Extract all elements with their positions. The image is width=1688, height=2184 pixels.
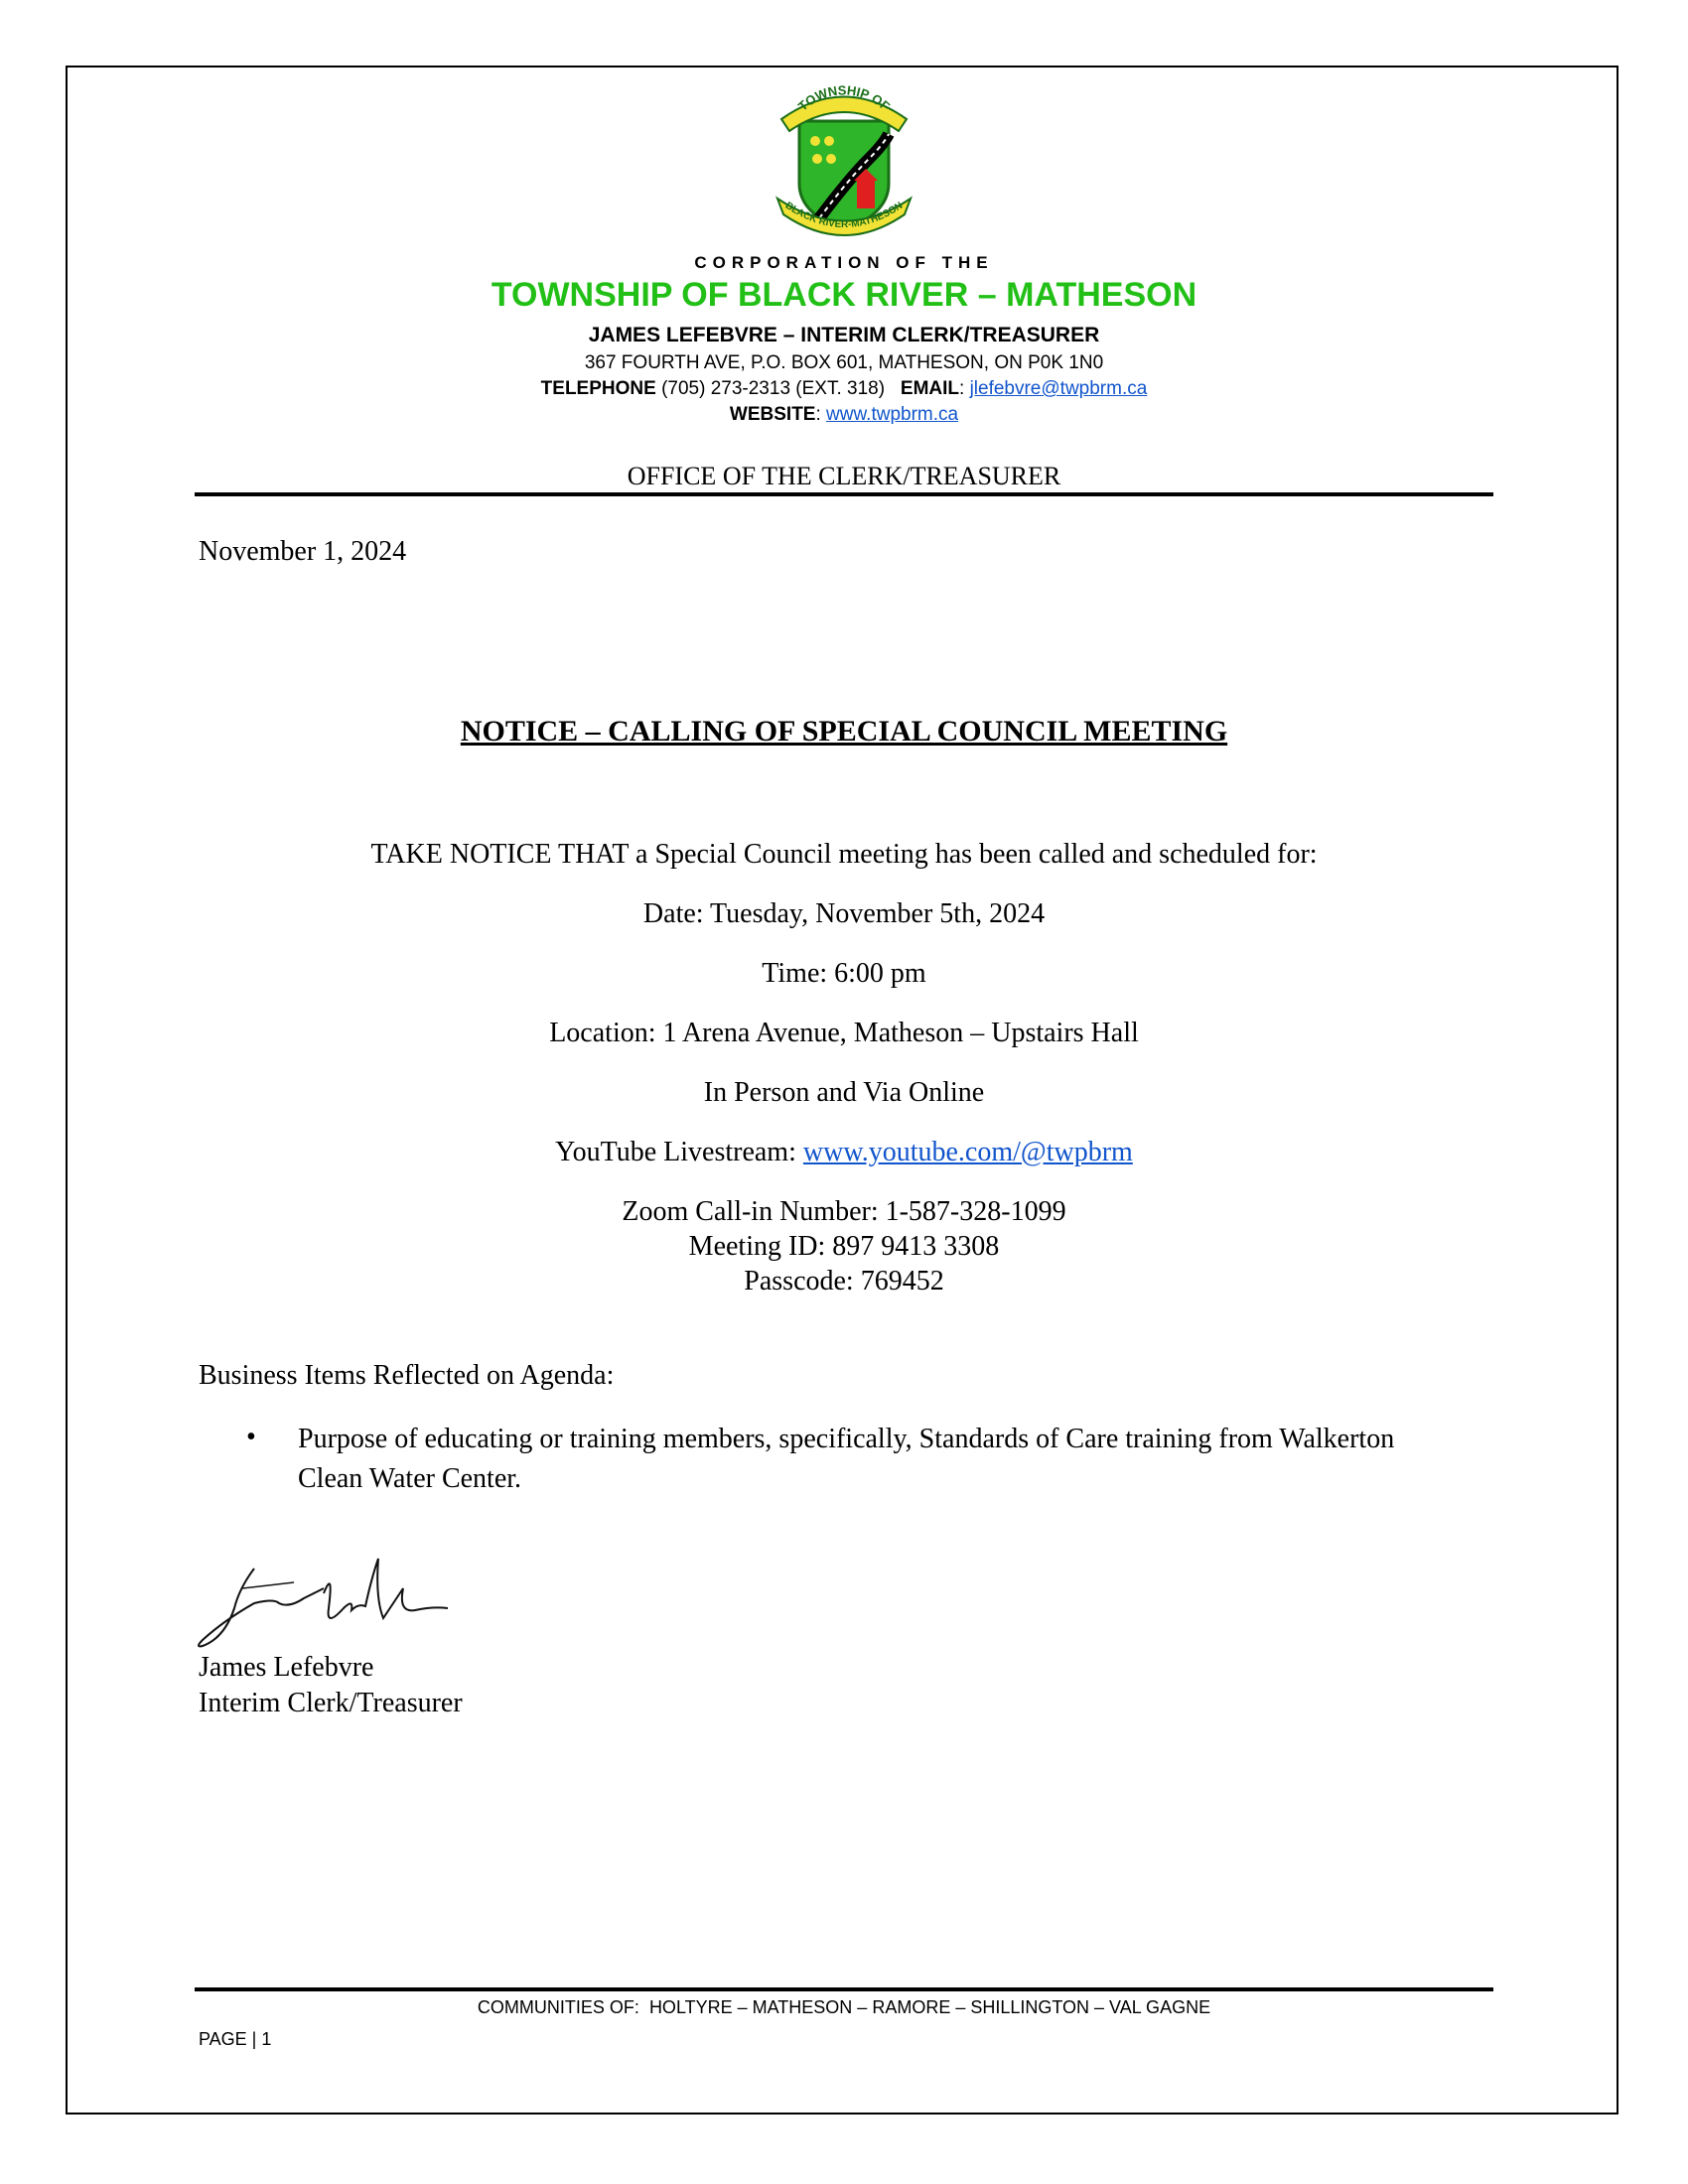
email-link[interactable]: jlefebvre@twpbrm.ca bbox=[969, 378, 1148, 399]
meeting-date: Date: Tuesday, November 5th, 2024 bbox=[642, 898, 1046, 929]
notice-title-text: NOTICE – CALLING OF SPECIAL COUNCIL MEETING bbox=[460, 715, 1228, 748]
youtube-link[interactable]: www.youtube.com/@twpbrm bbox=[802, 1137, 1133, 1167]
corporation-label: CORPORATION OF THE bbox=[694, 253, 994, 272]
township-name: TOWNSHIP OF BLACK RIVER – MATHESON bbox=[491, 276, 1197, 314]
crest-bottom-text: BLACK RIVER-MATHESON bbox=[782, 200, 906, 231]
bullet-icon: • bbox=[246, 1422, 256, 1452]
signature-block bbox=[199, 1650, 463, 1721]
clerk-line: JAMES LEFEBVRE – INTERIM CLERK/TREASURER bbox=[588, 324, 1100, 346]
township-crest-logo bbox=[760, 79, 928, 248]
office-label: OFFICE OF THE CLERK/TREASURER bbox=[627, 462, 1061, 490]
letter-date: November 1, 2024 bbox=[199, 536, 407, 567]
meeting-id: Meeting ID: 897 9413 3308 bbox=[688, 1231, 1000, 1262]
passcode: Passcode: 769452 bbox=[744, 1266, 944, 1297]
contact-line: TELEPHONE (705) 273-2313 (EXT. 318) EMAIL: jlefebvre@twpbrm.ca bbox=[540, 378, 1148, 399]
address-line: 367 FOURTH AVE, P.O. BOX 601, MATHESON, ON P0K 1N0 bbox=[584, 352, 1104, 373]
list-item: Purpose of educating or training members, specifically, Standards of Care training from Walkerton Clean Water Center. bbox=[298, 1424, 1395, 1494]
signer-name: James Lefebvre bbox=[199, 1652, 374, 1683]
zoom-number: Zoom Call-in Number: 1-587-328-1099 bbox=[622, 1196, 1066, 1227]
footer-divider bbox=[195, 1987, 1493, 1991]
header-divider bbox=[195, 492, 1493, 496]
youtube-line bbox=[0, 1137, 1688, 1168]
website-line: WEBSITE: www.twpbrm.ca bbox=[729, 404, 959, 425]
page-number: PAGE | 1 bbox=[199, 2029, 272, 2049]
telephone-value: (705) 273-2313 (EXT. 318) bbox=[661, 378, 886, 399]
meeting-time: Time: 6:00 pm bbox=[762, 958, 926, 989]
meeting-location: Location: 1 Arena Avenue, Matheson – Upstairs Hall bbox=[549, 1018, 1139, 1048]
telephone-label: TELEPHONE bbox=[540, 378, 656, 399]
email-label: EMAIL bbox=[900, 378, 959, 399]
signature-image bbox=[195, 1549, 463, 1658]
crest-top-text: TOWNSHIP OF bbox=[794, 82, 894, 114]
notice-title bbox=[0, 715, 1688, 749]
communities-label: COMMUNITIES OF: bbox=[477, 1997, 639, 2017]
business-items-label: Business Items Reflected on Agenda: bbox=[199, 1360, 615, 1391]
meeting-format: In Person and Via Online bbox=[703, 1077, 985, 1108]
communities-list: HOLTYRE – MATHESON – RAMORE – SHILLINGTON – VAL GAGNE bbox=[648, 1997, 1211, 2017]
intro-text: TAKE NOTICE THAT a Special Council meeting has been called and scheduled for: bbox=[370, 839, 1318, 870]
signer-title: Interim Clerk/Treasurer bbox=[199, 1688, 463, 1718]
youtube-label: YouTube Livestream: bbox=[555, 1137, 796, 1167]
website-label: WEBSITE bbox=[729, 404, 816, 425]
communities-line bbox=[0, 1997, 1688, 2018]
website-link[interactable]: www.twpbrm.ca bbox=[826, 404, 959, 425]
